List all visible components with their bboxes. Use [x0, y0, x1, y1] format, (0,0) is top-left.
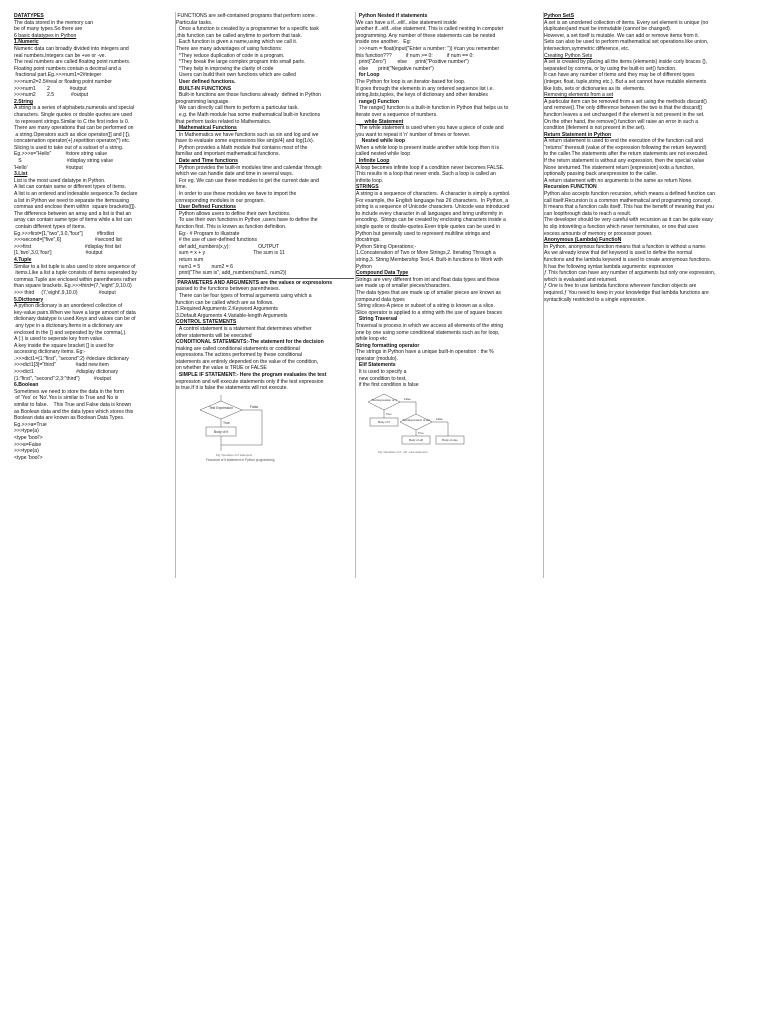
section-heading: String Traversal — [356, 316, 398, 323]
text-line: Slice operator is applied to a string with the use of square braces — [356, 309, 503, 316]
text-line: string,3. String Membership Test,4. Built-in functions to Work with — [356, 256, 503, 263]
text-line: The while statement is used when you have a piece of code and — [356, 125, 504, 132]
text-line: The developer should be very careful with recursion as it can be quite easy — [544, 217, 713, 224]
text-line: familiar and important mathematical functions. — [176, 151, 280, 158]
section-heading: Elif Statements — [356, 362, 396, 369]
section-heading: Date and Time functions — [176, 158, 238, 165]
text-line: (integer, float, tuple,string etc.). But a set cannot have mutable elements — [544, 78, 707, 85]
flow2-test: Test Expression of if — [371, 397, 397, 402]
text-line: Numeric data can broadly divided into integers and — [14, 45, 129, 52]
text-line: syntactically restricted to a single expression. — [544, 296, 646, 303]
text-line: Boolean data are known as Boolean Data Types. — [14, 415, 125, 422]
text-line: >>>num1 2 #output — [14, 85, 87, 92]
text-line: of 'Yes' or 'No'.Yes is similar to True and No is — [14, 395, 119, 402]
text-line: For example, the English language has 26 characters. In Python, a — [356, 197, 509, 204]
text-line: encoding. Strings can be created by enclosing characters inside a — [356, 217, 506, 224]
text-line: return sum — [176, 256, 204, 263]
text-line: accessing dictionary items. Eg:- — [14, 349, 86, 356]
text-line: are made up of smaller pieces/characters. — [356, 283, 451, 290]
text-line: a list in Python we need to separate the itemsusing — [14, 197, 129, 204]
text-line: one by one using some conditional statements such as for loop, — [356, 329, 500, 336]
section-heading: STRINGS — [356, 184, 379, 191]
flow2-caption: Fig: Operation of if...elif...else statement — [378, 449, 428, 454]
text-line: another if...elif...else statement. This is called nesting in computer — [356, 26, 504, 33]
text-line: Sometimes we need to store the data in the form — [14, 388, 124, 395]
text-line: A string is a sequence of characters. A character is simply a symbol. — [356, 191, 511, 198]
flow2-false1: False — [404, 396, 411, 401]
text-line: 6 basic datatypes in Python — [14, 32, 77, 39]
text-line: The data stored in the memory can — [14, 19, 93, 26]
text-line: *They help in improving the clarity of code — [176, 65, 274, 72]
text-line: A loop becomes infinite loop if a condition never becomes FALSE. — [356, 164, 505, 171]
flow1-body: Body of if — [213, 429, 229, 434]
text-line: passed to the functions between parentheses. — [176, 286, 280, 293]
flow1-caption: Fig: Operation of if statement — [216, 452, 253, 457]
text-line: Python provides the built-in modules time and calendar through — [176, 164, 322, 171]
flow2-body3: Body of else — [442, 437, 458, 442]
text-line: that perform tasks related to Mathematics. — [176, 118, 272, 125]
text-line: On the other hand, the remove() function will raise an error in such a — [544, 118, 699, 125]
text-line: There are many advantages of using functions: — [176, 45, 283, 52]
text-line: on whether the value is TRUE or FALSE — [176, 365, 267, 372]
text-line: new condition to test, — [356, 375, 407, 382]
text-line: sum = x + y The sum is 11 — [176, 250, 285, 257]
section-heading: PARAMETERS AND ARGUMENTS are the values or expressions — [176, 279, 333, 286]
text-line: Sets can also be used to perform mathematical set operations like union, — [544, 39, 709, 46]
section-rule — [176, 278, 354, 279]
text-line: A set is created by placing all the items (elements) inside curly braces {}, — [544, 59, 708, 66]
text-line: 3.Default Arguments 4.Variable-length Arguments — [176, 312, 288, 319]
flow2-true2: True — [418, 430, 424, 435]
text-line: In Mathematics we have functions such as sin and log and we — [176, 131, 319, 138]
text-line: Each function is given a name,using which we call it. — [176, 39, 298, 46]
section-heading: CONDITIONAL STATEMENTS:-The statement for the decision — [176, 339, 324, 346]
text-line: and remove().The only difference between the two is that the discard() — [544, 105, 703, 112]
section-heading: for Loop — [356, 72, 380, 79]
text-line: None isreturned.The statement return [expression] exits a function, — [544, 164, 695, 171]
text-line: programming. Any number of these statements can be nested — [356, 32, 496, 39]
text-line: .>>>dict1={1:"first", "second":2} #declare dictionary — [14, 355, 129, 362]
text-line: called nested while loop — [356, 151, 411, 158]
text-line: similar to false. This True and False data is known — [14, 402, 132, 409]
text-line: Built-in functions are those functions already defined in Python — [176, 92, 321, 99]
text-line: array can contain same type of items while a list can — [14, 217, 132, 224]
flow1-false: False — [250, 404, 259, 409]
text-line: Removing elements from a set — [544, 92, 614, 99]
text-line: be of many types.So there are — [14, 26, 83, 33]
text-line: contain different types of items. — [14, 224, 86, 230]
text-line: to the caller.The statements after the return statements are not executed. — [544, 151, 709, 158]
text-line: dictionary datatype is used.Keys and values can be of — [14, 316, 136, 323]
text-line: commas and enclose them within square brackets([]). — [14, 204, 137, 211]
text-line: It goes through the elements in any ordered sequence list i.e. — [356, 85, 494, 92]
text-line: Floating point numbers contain a decimal and a — [14, 65, 122, 72]
text-line: >>>num = float(input("Enter a number: ")) #can you remember — [356, 45, 500, 52]
section-heading: Python Nested if statements — [356, 13, 428, 19]
text-line: A (:) is used to seperate key from value. — [14, 336, 104, 343]
text-line: It has the following syntax:lambda arguments: expression — [544, 263, 674, 270]
text-line: making are called conditional statements or conditional — [176, 345, 300, 352]
text-line: to represent strings.Similar to C the first index is 0. — [14, 118, 130, 125]
text-line: statements are entirely depended on the value of the condition, — [176, 358, 319, 365]
text-line: We can have a if...elif...else statement inside — [356, 19, 457, 26]
text-line: 1.Required Arguments 2.Keyword Arguments — [176, 306, 278, 313]
flow1-true: True — [223, 420, 230, 425]
text-line: *They break the large complex program into small parts. — [176, 59, 306, 66]
text-line: call itself.Recursion is a common mathematical and programming concept. — [544, 197, 712, 204]
text-line: functions and the lambda keyword is used to create anonymous functions. — [544, 256, 712, 263]
section-heading: Nested while loop — [356, 138, 405, 145]
text-line: Python provides a Math module that contains most of the — [176, 144, 308, 151]
text-line: In Python, anonymous function means that a function is without a name. — [544, 243, 707, 250]
text-line: def add_numbers(x,y): OUTPUT — [176, 243, 280, 250]
section-heading: User defined functions. — [176, 78, 236, 85]
flow2-body2: Body of elif — [409, 437, 423, 442]
text-line: 'Hello' #output — [14, 164, 83, 171]
text-line: programming language. — [176, 98, 230, 105]
text-line: There can be four types of formal arguments using which a — [176, 292, 312, 299]
text-line: We can directly call them to perform a particular task. — [176, 105, 299, 112]
text-line: single quote or double-quotes.Even triple quotes can be used in — [356, 224, 500, 230]
text-line: In order to use these modules we have to import the — [176, 191, 297, 198]
text-line: >>>type(a) — [14, 448, 39, 455]
section-heading: 3.List — [14, 171, 28, 178]
text-line: key-value pairs.When we have a large amount of data — [14, 309, 136, 316]
text-line: inside one another. Eg: — [356, 39, 411, 46]
text-line: If the return statement is without any expression, then the special value — [544, 158, 705, 165]
text-line: which is evaluated and returned. — [544, 276, 618, 283]
text-line: this function??? if num >= 0: if num == 0: — [356, 52, 474, 59]
text-line: expression and will execute statements only if the test expression — [176, 378, 324, 385]
text-line: Particular tasks. — [176, 19, 213, 26]
text-line: Python also accepts function recursion, which means a defined function can — [544, 191, 716, 198]
column-functions — [176, 13, 354, 465]
text-line: ,this function can be called anytime to perform that task. — [176, 32, 302, 39]
text-line: corresponding modules in our program. — [176, 197, 265, 204]
text-line: compound data types — [356, 296, 405, 303]
text-line: <type 'bool'> — [14, 454, 43, 461]
section-heading: while Statement — [356, 118, 404, 125]
section-heading: Infinite Loop — [356, 158, 390, 165]
text-line: >>>num2 2.5 #output — [14, 92, 89, 99]
text-line: operator (modulo). — [356, 355, 398, 362]
text-line: function leaves a set unchanged if the element is not present in the set. — [544, 111, 705, 118]
text-line: Python String Operations;- — [356, 243, 417, 250]
text-line: # the use of user-defined functions — [176, 237, 257, 244]
text-line: A control statement is a statement that determines whether — [176, 325, 312, 332]
text-line: expressions.The actions performed by these conditional — [176, 352, 302, 359]
column-control-flow — [356, 13, 542, 458]
text-line: function can be called which are as follows. — [176, 299, 274, 306]
text-line: >>>dict1 #display dictionary — [14, 369, 119, 376]
section-heading: String formatting operator — [356, 342, 420, 349]
flow2-test2: Test Expression of elif — [402, 417, 430, 422]
section-heading: Anonymous (Lambda) FunctioN — [544, 237, 622, 244]
text-line: A particular item can be removed from a set using the methods discard() — [544, 98, 707, 105]
text-line: ƒ One is free to use lambda functions wherever function objects are — [544, 283, 697, 290]
text-line: Python allows users to define their own functions. — [176, 210, 291, 217]
text-line: any type in a dictionary.Items in a dictionary are — [14, 322, 123, 329]
if-flowchart — [176, 395, 354, 463]
section-heading: CONTROL STATEMENTS — [176, 319, 237, 326]
text-line: A return statement with no arguments is the same as return None. — [544, 177, 693, 184]
text-line: It means that a function calls itself. This has the benefit of meaning that you — [544, 204, 714, 211]
text-line: to include every character in all languages and bring uniformity in — [356, 210, 503, 217]
text-line: However, a set itself is mutable. We can add or remove items from it. — [544, 32, 700, 39]
text-line: The Python for loop is an iterator-based for loop. — [356, 78, 466, 85]
text-line: Eg:- # Program to illustrate — [176, 230, 240, 237]
flow2-true1: True — [386, 411, 392, 416]
text-line: Python but generally used to represent multiline strings and — [356, 230, 490, 237]
section-heading: DATATYPES — [14, 13, 44, 19]
flow2-false2: False — [436, 416, 443, 421]
text-line: as Boolean data and the data types which stores this — [14, 408, 134, 415]
text-line: >>>dict1[3]="third" #add new item — [14, 362, 109, 369]
text-line: Similar to a list tuple is also used to store sequence of — [14, 263, 136, 270]
section-heading: 5.Dictionary — [14, 296, 44, 303]
section-heading: BUILT-IN FUNCTIONS — [176, 85, 232, 92]
text-line: condition (ifelement is not present in the set). — [544, 125, 646, 132]
text-line: A key inside the square bracket [] is used for — [14, 342, 114, 349]
section-heading: Python SetS — [544, 13, 575, 19]
text-line: A list is an ordered and indexable sequence.To declare — [14, 191, 138, 198]
text-line: "returns" theresult (value of the expression following the return keyword) — [544, 144, 707, 151]
text-line: excess amounts of memory or processor power. — [544, 230, 653, 237]
text-line: time. — [176, 184, 188, 191]
text-line: The strings in Python have a unique built-in operation : the % — [356, 349, 494, 356]
text-line: It is used to specify a — [356, 369, 407, 376]
text-line: items.Like a list a tuple consists of items seperated by — [14, 270, 137, 277]
text-line: characters. Single quotes or double quotes are used — [14, 111, 133, 118]
text-line: num1 = 5 num2 = 6 — [176, 263, 233, 270]
flow1-test: Test Expression — [209, 405, 233, 410]
text-line: like lists, sets or dictionaries as its elements. — [544, 85, 646, 92]
column-datatypes — [14, 13, 174, 461]
text-line: List is the most used datatype in Python. — [14, 177, 106, 184]
text-line: Eg.>>>s="Hello" #store string value — [14, 151, 108, 158]
text-line: docstrings. — [356, 237, 381, 244]
text-line: String slices-A piece or subset of a string is known as a slice. — [356, 303, 495, 310]
text-line: function first. This is known as function definition. — [176, 224, 287, 230]
text-line: Users can build their own functions which are called — [176, 72, 296, 79]
text-line: Once a function is created by a programmer for a specific task — [176, 26, 319, 33]
text-line: iterate over a sequence of numbers. — [356, 111, 438, 118]
text-line: >>>first #display first list — [14, 243, 121, 250]
text-line: to slip intowriting a function which never terminates, or one that uses — [544, 224, 699, 230]
text-line: <type 'bool'> — [14, 435, 43, 441]
text-line: To use their own functions in Python ,users have to define the — [176, 217, 318, 224]
text-line: It can have any number of items and they may be of different types — [544, 72, 695, 79]
text-line: [1,'two',3.0,'four'] #output — [14, 250, 103, 257]
text-line: concatenation operator(+),repetition operator(*) etc. — [14, 138, 131, 145]
text-line: Eg.>>>first=[1,"two",3.0,"four"] #firstlist — [14, 230, 115, 237]
text-line: A return statement is used to end the execution of the function call and — [544, 138, 703, 145]
text-line: Slicing is used to take out of a subset of a string. — [14, 144, 124, 151]
text-line: This results in a loop that never ends. Such a loop is called an — [356, 171, 496, 178]
text-line: than square brackets. Eg.>>>third=(7,"eight",9,10.0) — [14, 283, 132, 290]
text-line: Strings are very different from int and float data types and these — [356, 276, 500, 283]
text-line: Python — [356, 263, 372, 270]
text-line: real numbers.Integers can be +ve or -ve. — [14, 52, 106, 59]
text-line: intersection,symmetric difference, etc. — [544, 45, 630, 52]
flow2-body1: Body of if — [378, 419, 390, 424]
section-heading: User Defined Functions — [176, 204, 237, 211]
text-line: else print("Negative number") — [356, 65, 434, 72]
text-line: >>>a=False — [14, 441, 42, 448]
text-line: The range() function is a built-in function in Python that helps us to — [356, 105, 509, 112]
text-line: duplicates)and must be immutable (cannot be changed). — [544, 26, 672, 33]
text-line: For eg. We can use these modules to get the current date and — [176, 177, 319, 184]
section-heading: Mathematical Functions — [176, 125, 237, 132]
section-heading: 6.Boolean — [14, 382, 39, 389]
text-line: commas.Tuple are enclosed within parentheses rather — [14, 276, 137, 283]
text-line: 1.Concatenation of Two or More Strings,2. Iterating Through a — [356, 250, 496, 257]
text-line: {1:"first", "second":2,3:"third"} #output — [14, 375, 111, 382]
text-line: A string is a series of alphabets,numerals and special — [14, 105, 135, 112]
text-line: infinite loop. — [356, 177, 384, 184]
section-heading: Return Statement in Python — [544, 131, 612, 138]
text-line: while loop etc — [356, 336, 387, 343]
text-line: As we already know that def keyword is used to define the normal — [544, 250, 693, 257]
text-line: e.g. the Math module has some mathematical built-in functions — [176, 111, 321, 118]
section-heading: range() Function — [356, 98, 400, 105]
text-line: a string.Operators such as slice operator([] and [:]), — [14, 131, 131, 138]
text-line: >>> third (7,'eight',9,10.0) #output — [14, 289, 116, 296]
text-line: which we can handle date and time in several ways. — [176, 171, 294, 178]
text-line: optionally passing back anexpression to the caller. — [544, 171, 658, 178]
text-line: The data types that are made up of smaller pieces are known as — [356, 289, 501, 296]
text-line: separated by comma, or by using the built-in set() function. — [544, 65, 677, 72]
text-line: Eg.>>>a=True — [14, 421, 47, 428]
text-line: is true.If it is false the statements will not execute. — [176, 385, 288, 392]
text-line: required.ƒ You need to keep in your knowledge that lambda functions are — [544, 289, 709, 296]
section-heading: 1.Numeric — [14, 39, 39, 46]
text-line: can loopthrough data to reach a result. — [544, 210, 632, 217]
section-heading: 4.Tuple — [14, 256, 32, 263]
text-line: A python dictionary is an unordered collection of — [14, 303, 123, 310]
column-sets-functions — [544, 13, 754, 303]
text-line: enclosed in the {} and seperated by the comma(,). — [14, 329, 127, 336]
section-heading: SIMPLE IF STATEMENT:- Here the program evaluates the test — [176, 372, 327, 379]
text-line: have to evaluate some expressions like sin(pi/4) and log(1/x). — [176, 138, 315, 145]
section-heading: 2.String — [14, 98, 33, 105]
elif-flowchart — [356, 392, 542, 456]
text-line: Creating Python Sets — [544, 52, 593, 59]
text-line: S #display string value — [14, 158, 114, 165]
text-line: Traversal is process in which we access all elements of the string — [356, 322, 504, 329]
text-line: >>>type(a) — [14, 428, 39, 435]
text-line: The real numbers are called floating point numbers. — [14, 59, 131, 66]
section-heading: Compound Data Type — [356, 270, 409, 277]
text-line: fractional part.Eg.>>>num1=2#integer — [14, 72, 102, 79]
text-line: *They reduce duplication of code in a program. — [176, 52, 285, 59]
text-line: print("The sum is", add_numbers(num1, num2)) — [176, 270, 287, 277]
text-line: string is a sequence of Unicode characters. Unicode was introduced — [356, 204, 510, 211]
text-line: you want to repeat it 'n' number of times or forever. — [356, 131, 471, 138]
text-line: There are many operations that can be performed on — [14, 125, 134, 132]
text-line: When a while loop is present inside another while loop then it is — [356, 144, 499, 151]
text-line: string,lists,tuples, the keys of dictionary and other iterables — [356, 92, 488, 99]
text-line: A list can contain same or different types of items. — [14, 184, 127, 191]
section-heading: Recursion FUNCTION — [544, 184, 597, 191]
text-line: FUNCTIONS are self-contained programs that perform some . — [176, 13, 318, 19]
text-line: print("Zero") else print("Positive number") — [356, 59, 469, 66]
text-line: if the first condition is false — [356, 382, 419, 389]
text-line: The difference between an array and a list is that an — [14, 210, 132, 217]
flow1-subcaption: Flowchart of if statement in Python programming — [206, 457, 275, 462]
text-line: A set is an unordered collection of items. Every set element is unique (no — [544, 19, 709, 26]
text-line: >>>second=["five",6] #second list — [14, 237, 122, 244]
text-line: ƒ This function can have any number of arguments but only one expression, — [544, 270, 716, 277]
text-line: >>>num2=2.5#real or floating point number — [14, 78, 112, 85]
text-line: other statements will be executed — [176, 332, 252, 339]
